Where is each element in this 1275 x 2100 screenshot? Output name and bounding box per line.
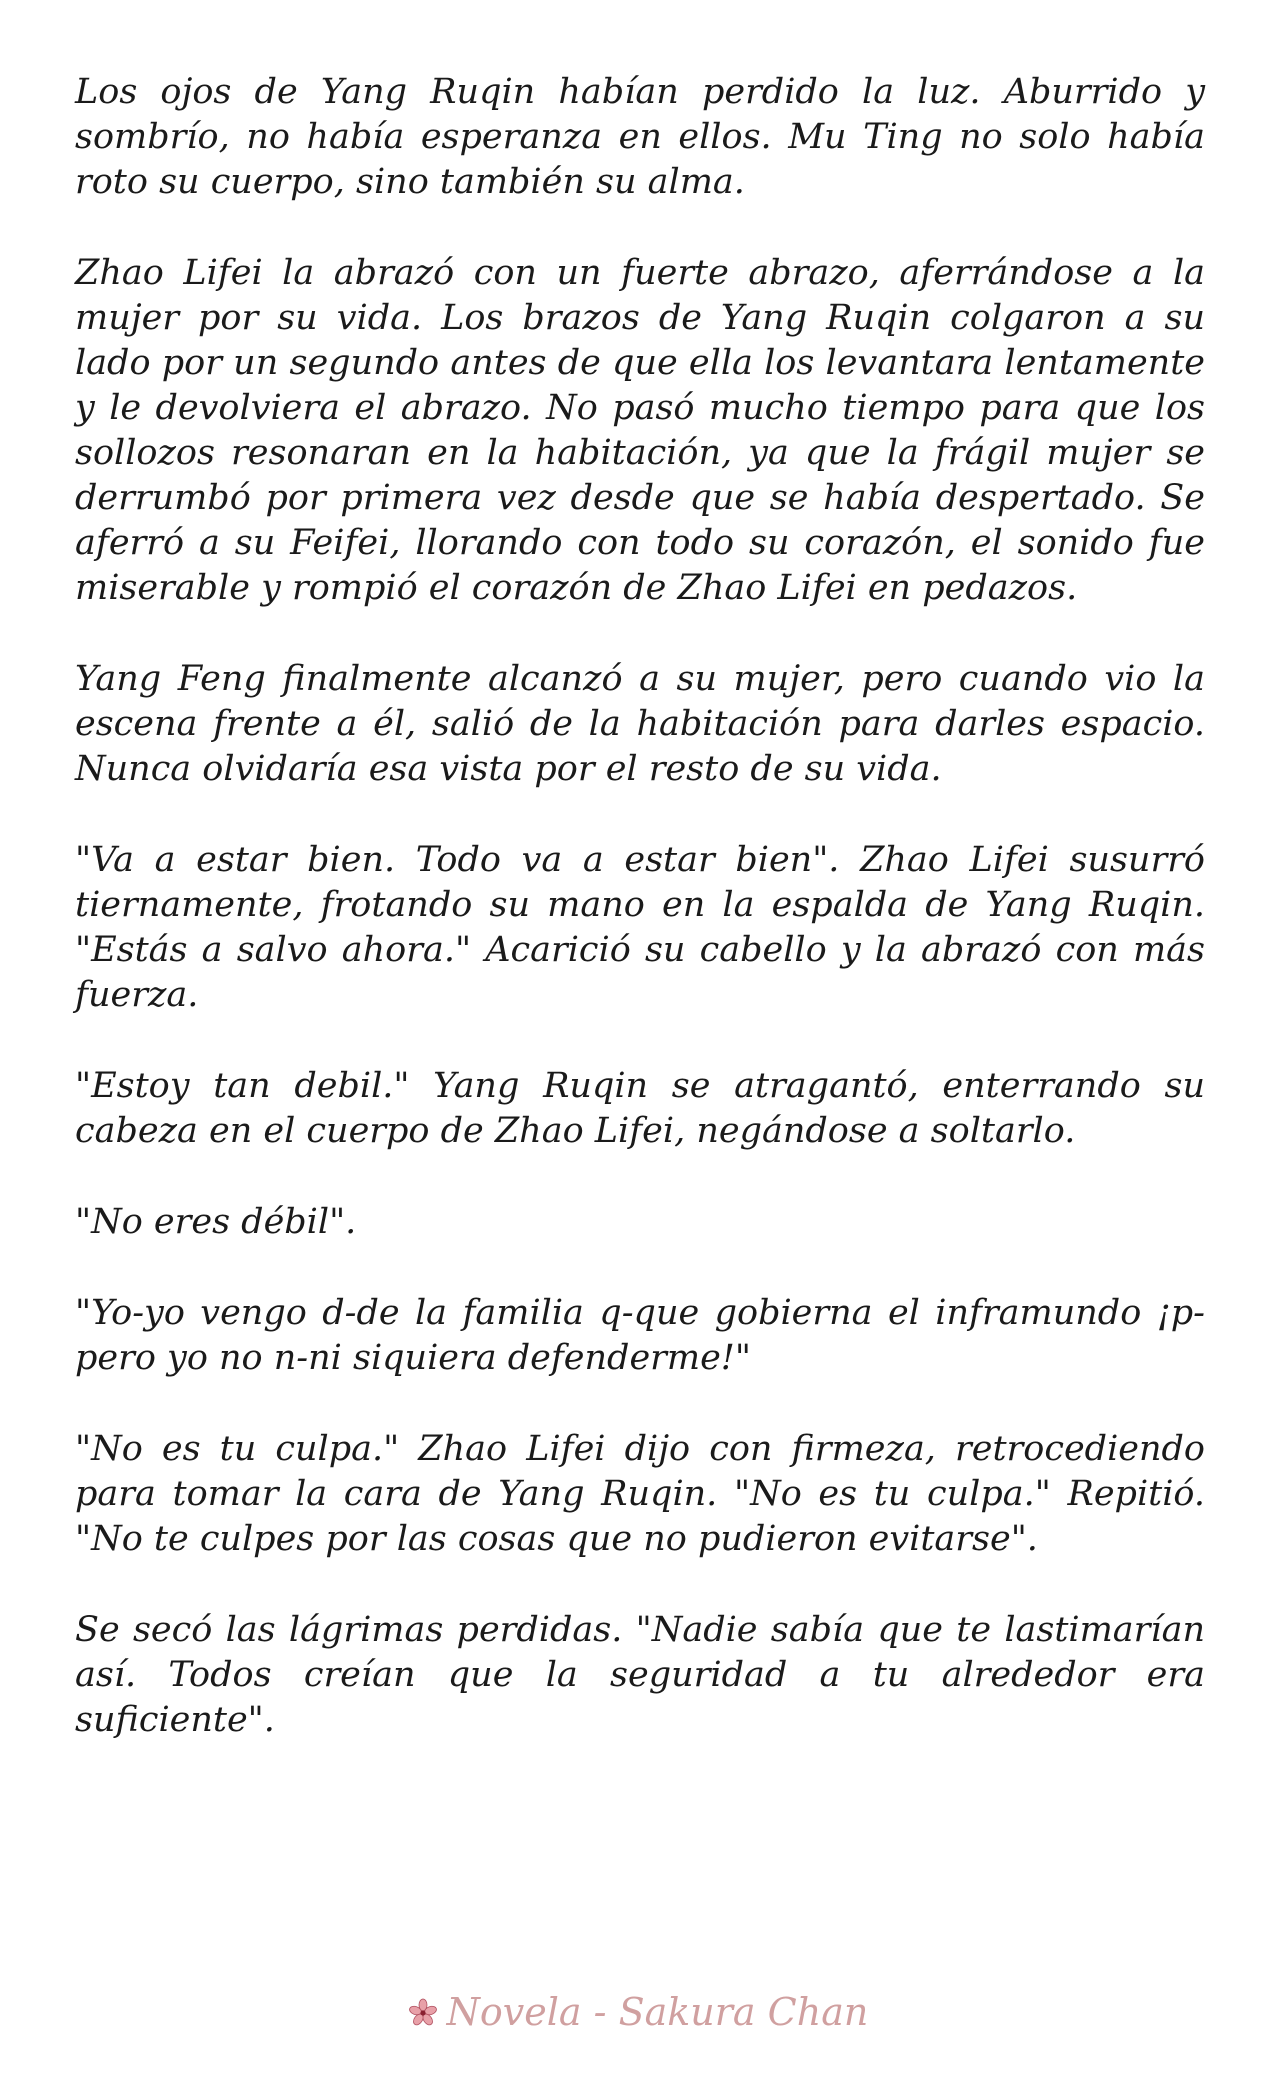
paragraph: "No es tu culpa." Zhao Lifei dijo con firmeza, retrocediendo para tomar la cara de Yang Ruqin. "No es tu culpa." Repitió. "No te culpes por las cosas que no pudieron evitarse". (75, 1429, 1205, 1559)
document-body (75, 70, 1205, 1789)
paragraph: Se secó las lágrimas perdidas. "Nadie sabía que te lastimarían así. Todos creían que la seguridad a tu alrededor era suficiente". (75, 1610, 1205, 1740)
paragraph: "Yo-yo vengo d-de la familia q-que gobierna el inframundo ¡p-pero yo no n-ni siquiera defenderme!" (75, 1293, 1205, 1378)
watermark-text: Novela - Sakura Chan (446, 1990, 869, 2034)
paragraph: "No eres débil". (75, 1202, 357, 1242)
paragraph: Yang Feng finalmente alcanzó a su mujer, pero cuando vio la escena frente a él, salió de la habitación para darles espacio. Nunca olvidaría esa vista por el resto de su vida. (75, 659, 1205, 789)
paragraph: Los ojos de Yang Ruqin habían perdido la luz. Aburrido y sombrío, no había esperanza en ellos. Mu Ting no solo había roto su cuerpo, sino también su alma. (75, 72, 1205, 202)
paragraph: "Estoy tan debil." Yang Ruqin se atragantó, enterrando su cabeza en el cuerpo de Zhao Lifei, negándose a soltarlo. (75, 1066, 1205, 1151)
paragraph: Zhao Lifei la abrazó con un fuerte abrazo, aferrándose a la mujer por su vida. Los brazos de Yang Ruqin colgaron a su lado por un segundo antes de que ella los levantara lentamente y le devolviera el abrazo. No pasó mucho tiempo para que los sollozos resonaran en la habitación, ya que la frágil mujer se derrumbó por primera vez desde que se había despertado. Se aferró a su Feifei, llorando con todo su corazón, el sonido fue miserable y rompió el corazón de Zhao Lifei en pedazos. (75, 253, 1205, 608)
sakura-flower-icon (407, 1994, 439, 2026)
paragraph: "Va a estar bien. Todo va a estar bien". Zhao Lifei susurró tiernamente, frotando su mano en la espalda de Yang Ruqin. "Estás a salvo ahora." Acarició su cabello y la abrazó con más fuerza. (75, 840, 1205, 1015)
watermark (0, 1990, 1275, 2034)
